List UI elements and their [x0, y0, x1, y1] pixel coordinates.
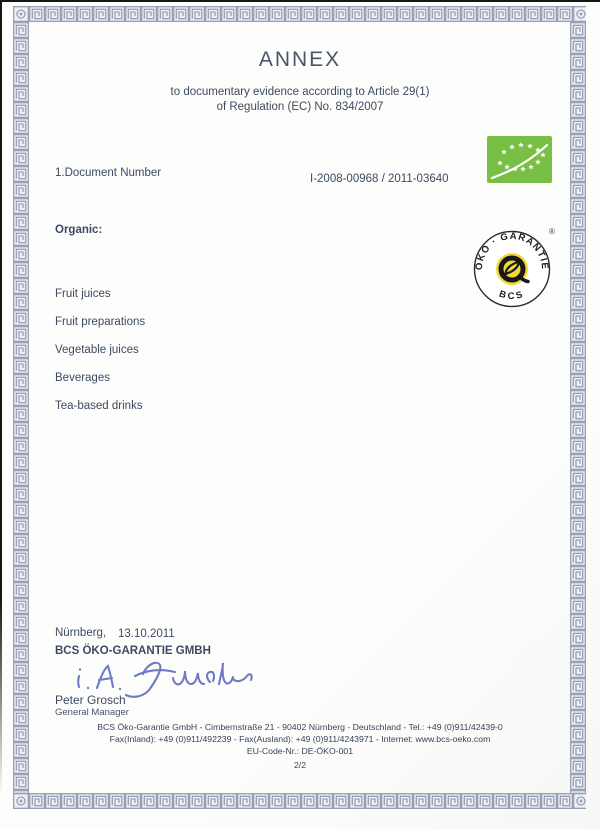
signer-name: Peter Grosch — [55, 693, 126, 707]
greek-key-tile — [13, 630, 29, 646]
seal-arc-text: ÖKO · GARANTIE — [473, 230, 551, 271]
greek-key-tile — [570, 422, 586, 438]
footer-line-2: Fax(Inland): +49 (0)911/492239 - Fax(Ausland): +49 (0)911/4243971 - Internet: www.bcs-oeko.com — [109, 734, 491, 744]
greek-key-tile — [109, 6, 125, 22]
greek-key-tile — [13, 566, 29, 582]
greek-key-tile — [413, 6, 429, 22]
greek-key-tile — [189, 793, 205, 809]
greek-key-tile — [13, 550, 29, 566]
date-value: 13.10.2011 — [118, 628, 175, 640]
border-corner-tile — [573, 6, 586, 22]
document-number-value: I-2008-00968 / 2011-03640 — [310, 173, 449, 185]
scan-edge-top — [0, 0, 600, 2]
greek-key-tile — [125, 793, 141, 809]
organic-products-list — [55, 288, 145, 412]
greek-key-tile — [317, 793, 333, 809]
greek-key-tile — [61, 793, 77, 809]
greek-key-tile — [13, 470, 29, 486]
greek-key-tile — [429, 793, 445, 809]
greek-key-tile — [525, 793, 541, 809]
greek-key-tile — [570, 262, 586, 278]
greek-key-tile — [570, 294, 586, 310]
greek-key-tile — [381, 793, 397, 809]
greek-key-tile — [333, 6, 349, 22]
greek-key-tile — [61, 6, 77, 22]
greek-key-tile — [461, 6, 477, 22]
greek-key-tile — [13, 246, 29, 262]
border-corner-tile — [573, 793, 586, 809]
greek-key-tile — [541, 6, 557, 22]
greek-key-tile — [570, 118, 586, 134]
greek-key-tile — [13, 326, 29, 342]
greek-key-tile — [570, 22, 586, 38]
greek-key-tile — [570, 438, 586, 454]
greek-key-tile — [13, 22, 29, 38]
greek-key-tile — [77, 6, 93, 22]
greek-key-tile — [570, 182, 586, 198]
greek-key-tile — [570, 566, 586, 582]
greek-key-tile — [13, 454, 29, 470]
greek-key-tile — [173, 793, 189, 809]
greek-key-tile — [285, 6, 301, 22]
greek-key-tile — [13, 534, 29, 550]
page-subtitle — [0, 85, 600, 115]
greek-key-tile — [509, 793, 525, 809]
scan-edge-left — [0, 0, 2, 796]
greek-key-tile — [570, 198, 586, 214]
greek-key-tile — [570, 550, 586, 566]
greek-key-tile — [570, 246, 586, 262]
greek-key-tile — [541, 793, 557, 809]
greek-key-tile — [13, 262, 29, 278]
greek-key-tile — [301, 6, 317, 22]
greek-key-tile — [570, 310, 586, 326]
registered-trademark-symbol: ® — [549, 227, 555, 236]
product-item: Vegetable juices — [55, 344, 139, 356]
greek-key-tile — [77, 793, 93, 809]
greek-key-tile — [13, 182, 29, 198]
border-strip-left — [13, 22, 29, 793]
greek-key-tile — [13, 118, 29, 134]
seal-bottom-text: BCS — [497, 288, 527, 303]
border-corner-tile — [13, 793, 29, 809]
greek-key-tile — [13, 214, 29, 230]
bcs-oeko-garantie-seal — [466, 220, 560, 314]
greek-key-tile — [29, 6, 45, 22]
greek-key-tile — [570, 166, 586, 182]
greek-key-tile — [570, 694, 586, 710]
greek-key-tile — [93, 6, 109, 22]
greek-key-tile — [205, 793, 221, 809]
greek-key-tile — [570, 358, 586, 374]
signer-title: General Manager — [55, 707, 129, 718]
greek-key-tile — [13, 662, 29, 678]
greek-key-tile — [13, 790, 29, 793]
greek-key-tile — [461, 793, 477, 809]
greek-key-tile — [333, 793, 349, 809]
greek-key-tile — [45, 6, 61, 22]
greek-key-tile — [570, 630, 586, 646]
greek-key-tile — [205, 6, 221, 22]
greek-key-tile — [570, 230, 586, 246]
greek-key-tile — [13, 390, 29, 406]
greek-key-tile — [13, 278, 29, 294]
greek-key-tile — [93, 793, 109, 809]
page-number: 2/2 — [293, 760, 307, 770]
greek-key-tile — [13, 678, 29, 694]
greek-key-tile — [13, 518, 29, 534]
greek-key-tile — [381, 6, 397, 22]
greek-key-tile — [141, 6, 157, 22]
organic-label: Organic: — [55, 224, 103, 236]
greek-key-tile — [477, 793, 493, 809]
greek-key-tile — [13, 294, 29, 310]
product-item: Tea-based drinks — [55, 400, 143, 412]
greek-key-tile — [29, 793, 45, 809]
greek-key-tile — [141, 793, 157, 809]
product-item: Fruit juices — [55, 288, 111, 300]
greek-key-tile — [349, 793, 365, 809]
greek-key-tile — [13, 406, 29, 422]
product-item: Fruit preparations — [55, 316, 146, 328]
greek-key-tile — [13, 198, 29, 214]
greek-key-tile — [13, 646, 29, 662]
greek-key-tile — [13, 230, 29, 246]
footer-line-3: EU-Code-Nr.: DE-ÖKO-001 — [246, 746, 354, 756]
greek-key-tile — [493, 6, 509, 22]
greek-key-tile — [157, 793, 173, 809]
greek-key-tile — [45, 793, 61, 809]
greek-key-tile — [570, 614, 586, 630]
greek-key-tile — [237, 6, 253, 22]
greek-key-tile — [509, 6, 525, 22]
greek-key-tile — [237, 793, 253, 809]
greek-key-tile — [570, 278, 586, 294]
greek-key-tile — [397, 793, 413, 809]
greek-key-tile — [285, 793, 301, 809]
greek-key-tile — [493, 793, 509, 809]
city-label: Nürnberg, — [55, 627, 107, 639]
greek-key-tile — [13, 582, 29, 598]
greek-key-tile — [13, 614, 29, 630]
greek-key-tile — [13, 70, 29, 86]
greek-key-tile — [570, 470, 586, 486]
greek-key-tile — [109, 793, 125, 809]
greek-key-tile — [570, 342, 586, 358]
greek-key-tile — [570, 534, 586, 550]
greek-key-tile — [570, 134, 586, 150]
greek-key-tile — [570, 326, 586, 342]
greek-key-tile — [13, 694, 29, 710]
greek-key-tile — [557, 6, 573, 22]
greek-key-tile — [570, 390, 586, 406]
greek-key-tile — [221, 6, 237, 22]
page-title: ANNEX — [258, 48, 342, 71]
product-item: Beverages — [55, 372, 110, 384]
greek-key-tile — [429, 6, 445, 22]
greek-key-tile — [570, 374, 586, 390]
greek-key-tile — [570, 70, 586, 86]
greek-key-tile — [525, 6, 541, 22]
greek-key-tile — [413, 793, 429, 809]
greek-key-tile — [365, 6, 381, 22]
subtitle-line-1: to documentary evidence according to Article 29(1) — [170, 86, 430, 98]
greek-key-tile — [13, 598, 29, 614]
greek-key-tile — [221, 793, 237, 809]
subtitle-line-2: of Regulation (EC) No. 834/2007 — [216, 101, 384, 113]
document-number-label: 1.Document Number — [55, 167, 162, 179]
greek-key-tile — [317, 6, 333, 22]
greek-key-tile — [173, 6, 189, 22]
greek-key-tile — [269, 6, 285, 22]
greek-key-tile — [13, 374, 29, 390]
greek-key-tile — [570, 502, 586, 518]
greek-key-tile — [253, 793, 269, 809]
greek-key-tile — [445, 6, 461, 22]
company-name: BCS ÖKO-GARANTIE GMBH — [55, 645, 211, 657]
greek-key-tile — [13, 342, 29, 358]
greek-key-tile — [570, 406, 586, 422]
greek-key-tile — [570, 214, 586, 230]
greek-key-tile — [477, 6, 493, 22]
greek-key-tile — [13, 438, 29, 454]
border-strip-top — [13, 6, 586, 22]
greek-key-tile — [189, 6, 205, 22]
border-strip-bottom — [13, 793, 586, 809]
greek-key-tile — [557, 793, 573, 809]
greek-key-tile — [397, 6, 413, 22]
greek-key-tile — [13, 166, 29, 182]
greek-key-tile — [570, 582, 586, 598]
greek-key-tile — [445, 793, 461, 809]
footer-line-1: BCS Öko-Garantie GmbH - Cimbernstraße 21 - 90402 Nürnberg - Deutschland - Tel.: +49 (0)911/42439-0 — [97, 722, 503, 732]
greek-key-tile — [13, 486, 29, 502]
greek-key-tile — [125, 6, 141, 22]
eu-organic-leaf-logo — [487, 136, 552, 183]
border-strip-right — [570, 22, 586, 793]
greek-key-tile — [570, 518, 586, 534]
greek-key-tile — [13, 358, 29, 374]
greek-key-tile — [570, 454, 586, 470]
greek-key-tile — [13, 502, 29, 518]
greek-key-tile — [253, 6, 269, 22]
greek-key-tile — [349, 6, 365, 22]
greek-key-tile — [301, 793, 317, 809]
greek-key-tile — [365, 793, 381, 809]
greek-key-tile — [269, 793, 285, 809]
greek-key-tile — [570, 774, 586, 790]
greek-key-tile — [13, 134, 29, 150]
greek-key-tile — [13, 774, 29, 790]
greek-key-tile — [570, 790, 586, 793]
greek-key-tile — [13, 310, 29, 326]
greek-key-tile — [13, 150, 29, 166]
greek-key-tile — [570, 646, 586, 662]
greek-key-tile — [570, 598, 586, 614]
greek-key-tile — [570, 150, 586, 166]
greek-key-tile — [570, 486, 586, 502]
greek-key-tile — [13, 422, 29, 438]
greek-key-tile — [570, 662, 586, 678]
greek-key-tile — [570, 678, 586, 694]
border-corner-tile — [13, 6, 29, 22]
greek-key-tile — [157, 6, 173, 22]
